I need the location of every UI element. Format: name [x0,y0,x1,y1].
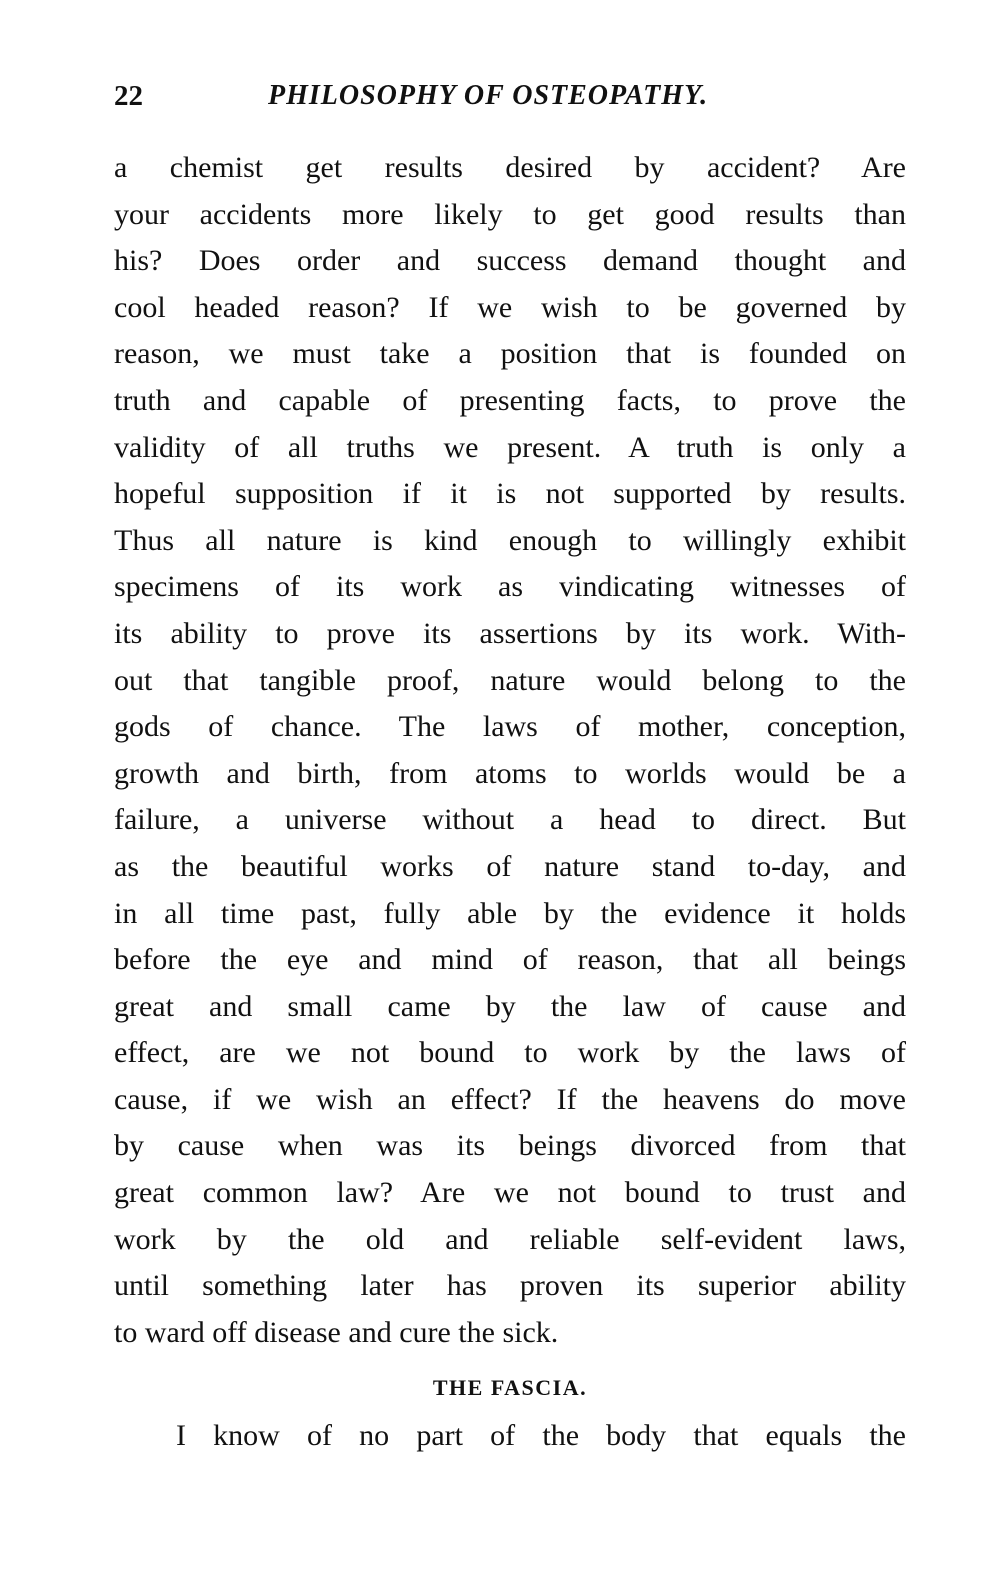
text-line: cool headed reason? If we wish to be governed by [114,290,906,324]
section-paragraph [114,1413,906,1460]
text-line: as the beautiful works of nature stand to-day, and [114,849,906,883]
text-line: gods of chance. The laws of mother, conception, [114,710,906,744]
text-line: his? Does order and success demand thought and [114,244,906,278]
text-line: specimens of its work as vindicating witnesses of [114,570,906,604]
text-line: Thus all nature is kind enough to willingly exhibit [114,523,906,557]
text-line: I know of no part of the body that equals the [176,1419,906,1452]
text-line: a chemist get results desired by accident? Are [114,151,906,184]
page-header [114,80,906,120]
text-line: before the eye and mind of reason, that all beings [114,943,906,977]
text-line: work by the old and reliable self-evident laws, [114,1222,906,1256]
text-line: great and small came by the law of cause and [114,989,906,1023]
text-line: validity of all truths we present. A truth is only a [114,430,906,464]
running-title: PHILOSOPHY OF OSTEOPATHY. [268,80,709,111]
text-line: effect, are we not bound to work by the laws of [114,1036,906,1070]
page-number: 22 [114,80,143,112]
text-line: hopeful supposition if it is not supported by results. [114,477,906,511]
text-line: out that tangible proof, nature would belong to the [114,663,906,697]
text-line: great common law? Are we not bound to trust and [114,1176,906,1210]
text-line: to ward off disease and cure the sick. [114,1315,559,1349]
text-line: growth and birth, from atoms to worlds would be a [114,756,906,790]
text-line: truth and capable of presenting facts, to prove the [114,383,906,417]
text-line: your accidents more likely to get good results than [114,197,906,231]
section-heading: THE FASCIA. [432,1375,588,1400]
text-line: reason, we must take a position that is founded on [114,337,906,371]
body-paragraph [114,145,906,1356]
text-line: in all time past, fully able by the evidence it holds [114,896,906,930]
text-line: failure, a universe without a head to direct. But [114,803,906,837]
text-line: its ability to prove its assertions by its work. With- [114,616,906,650]
text-line: until something later has proven its superior ability [114,1269,906,1303]
text-line: cause, if we wish an effect? If the heavens do move [114,1082,906,1116]
text-line: by cause when was its beings divorced from that [114,1129,906,1163]
